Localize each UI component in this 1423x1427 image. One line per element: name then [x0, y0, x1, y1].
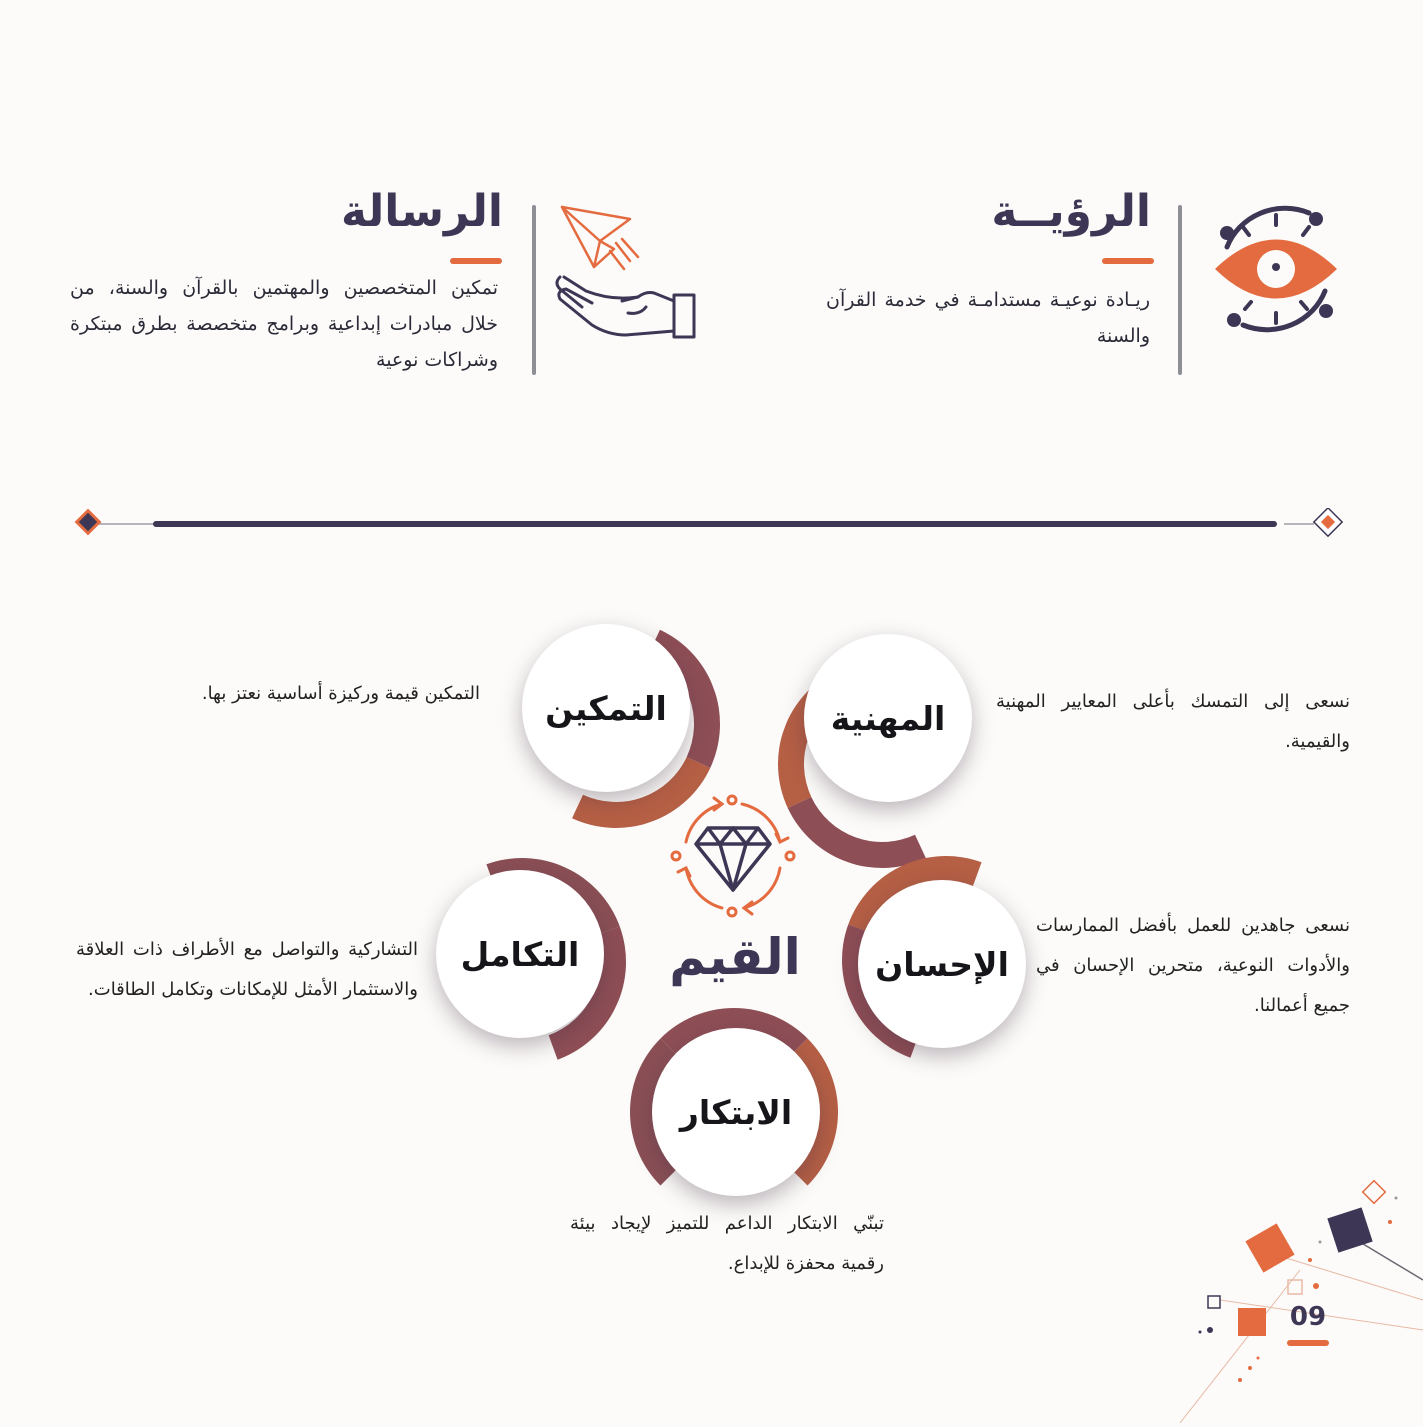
value-circle-innovation [652, 1028, 820, 1196]
vision-underline [1102, 258, 1154, 264]
mission-underline [450, 258, 502, 264]
value-name-professionalism: المهنية [830, 698, 946, 738]
page-number-underline [1287, 1340, 1329, 1346]
page-number: 09 [1289, 1302, 1327, 1332]
value-text-integration: التشاركية والتواصل مع الأطراف ذات العلاقة والاستثمار الأمثل للإمكانات وتكامل الطاقات. [76, 939, 418, 1000]
mission-divider [532, 205, 536, 375]
value-text-ihsan: نسعى جاهدين للعمل بأفضل الممارسات والأدوات النوعية، متحرين الإحسان في جميع أعمالنا. [1036, 915, 1350, 1016]
vision-icon [1205, 205, 1347, 333]
vision-title: الرؤيــة [991, 186, 1151, 237]
mission-title: الرسالة [341, 186, 503, 237]
value-name-integration: التكامل [460, 934, 580, 974]
paper-plane-hand-icon [552, 203, 702, 343]
value-circle-ihsan [858, 880, 1026, 1048]
mission-text: تمكين المتخصصين والمهتمين بالقرآن والسنة، من خلال مبادرات إبداعية وبرامج متخصصة بطرق مبتكرة وشراكات نوعية [70, 277, 498, 371]
vision-divider [1178, 205, 1182, 375]
value-name-empowerment: التمكين [545, 688, 667, 728]
values-title: القيم [669, 928, 801, 986]
value-text-innovation: تبنّي الابتكار الداعم للتميز لإيجاد بيئة رقمية محفزة للإبداع. [570, 1213, 884, 1274]
diamond-cycle-icon [668, 792, 798, 920]
value-circle-integration [436, 870, 604, 1038]
value-text-professionalism: نسعى إلى التمسك بأعلى المعايير المهنية والقيمية. [996, 691, 1350, 752]
value-circle-professionalism [804, 634, 972, 802]
value-circle-empowerment [522, 624, 690, 792]
value-name-innovation: الابتكار [679, 1092, 793, 1132]
section-divider [74, 508, 1344, 540]
value-text-empowerment: التمكين قيمة وركيزة أساسية نعتز بها. [201, 683, 480, 704]
corner-decoration [1160, 1170, 1423, 1423]
value-name-ihsan: الإحسان [875, 944, 1009, 984]
vision-text: ريـادة نوعيـة مستدامـة في خدمة القرآن والسنة [826, 289, 1150, 347]
